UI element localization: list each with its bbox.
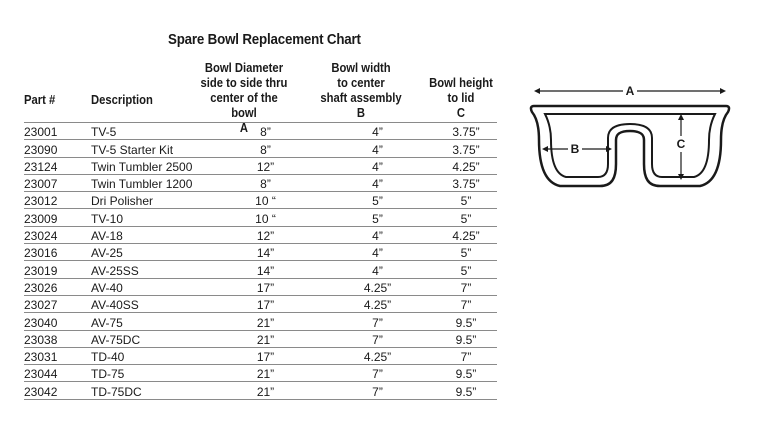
cell-part: 23009 (24, 209, 91, 226)
table-row (24, 382, 497, 399)
cell-b: 4” (320, 226, 435, 243)
cell-description: TD-40 (91, 347, 211, 364)
header-bowl-height (425, 76, 497, 121)
cell-b: 4” (320, 174, 435, 191)
header-line: Bowl height (429, 76, 493, 90)
header-line: center of the bowl (210, 91, 278, 120)
cell-c: 4.25” (435, 157, 497, 174)
cell-a: 14” (211, 244, 320, 261)
cell-part: 23007 (24, 174, 91, 191)
cell-b: 5” (320, 192, 435, 209)
header-part: Part # (24, 93, 56, 107)
cell-part: 23012 (24, 192, 91, 209)
table-row (24, 174, 497, 191)
cell-description: AV-40SS (91, 295, 211, 312)
cell-c: 9.5” (435, 382, 497, 399)
table-row (24, 278, 497, 295)
cell-b: 4” (320, 157, 435, 174)
chart-title: Spare Bowl Replacement Chart (168, 32, 361, 48)
header-line: B (356, 106, 366, 120)
table-row (24, 313, 497, 330)
cell-a: 21” (211, 382, 320, 399)
cell-b: 7” (320, 382, 435, 399)
replacement-table (24, 122, 497, 400)
cell-description: AV-25 (91, 244, 211, 261)
cell-part: 23090 (24, 140, 91, 157)
bowl-diagram-svg (520, 78, 740, 198)
cell-b: 7” (320, 330, 435, 347)
cell-b: 4” (320, 140, 435, 157)
cell-description: AV-75DC (91, 330, 211, 347)
cell-a: 17” (211, 347, 320, 364)
cell-c: 3.75” (435, 174, 497, 191)
cell-description: AV-75 (91, 313, 211, 330)
cell-description: Dri Polisher (91, 192, 211, 209)
table-row (24, 157, 497, 174)
cell-description: AV-18 (91, 226, 211, 243)
cell-description: TV-10 (91, 209, 211, 226)
cell-a: 8” (211, 123, 320, 140)
cell-description: AV-40 (91, 278, 211, 295)
cell-c: 3.75” (435, 140, 497, 157)
cell-c: 5” (435, 209, 497, 226)
cell-a: 10 “ (211, 192, 320, 209)
table-row (24, 226, 497, 243)
cell-a: 21” (211, 313, 320, 330)
dimension-a-arrow-left (534, 88, 540, 94)
cell-description: Twin Tumbler 1200 (91, 174, 211, 191)
cell-description: TD-75DC (91, 382, 211, 399)
table-row (24, 192, 497, 209)
cell-c: 9.5” (435, 330, 497, 347)
cell-b: 4.25” (320, 278, 435, 295)
cell-part: 23042 (24, 382, 91, 399)
cell-part: 23001 (24, 123, 91, 140)
cell-b: 4” (320, 123, 435, 140)
cell-part: 23124 (24, 157, 91, 174)
cell-a: 14” (211, 261, 320, 278)
cell-part: 23016 (24, 244, 91, 261)
cell-b: 4” (320, 261, 435, 278)
cell-c: 7” (435, 347, 497, 364)
cell-a: 8” (211, 140, 320, 157)
cell-c: 5” (435, 192, 497, 209)
cell-part: 23044 (24, 365, 91, 382)
cell-description: TV-5 Starter Kit (91, 140, 211, 157)
cell-c: 4.25” (435, 226, 497, 243)
table-row (24, 330, 497, 347)
cell-c: 5” (435, 261, 497, 278)
cell-b: 4” (320, 244, 435, 261)
dimension-b-arrow-left (542, 146, 548, 152)
cell-c: 9.5” (435, 313, 497, 330)
cell-part: 23024 (24, 226, 91, 243)
cell-c: 5” (435, 244, 497, 261)
header-description: Description (91, 93, 153, 107)
header-line: Bowl Diameter (204, 61, 284, 75)
table-row (24, 347, 497, 364)
cell-part: 23019 (24, 261, 91, 278)
bowl-diagram (520, 78, 740, 203)
cell-b: 7” (320, 365, 435, 382)
header-line: C (456, 106, 466, 120)
cell-a: 17” (211, 295, 320, 312)
cell-a: 10 “ (211, 209, 320, 226)
header-line: to lid (447, 91, 475, 105)
cell-b: 4.25” (320, 347, 435, 364)
cell-a: 12” (211, 226, 320, 243)
cell-part: 23027 (24, 295, 91, 312)
cell-b: 7” (320, 313, 435, 330)
cell-b: 4.25” (320, 295, 435, 312)
cell-c: 9.5” (435, 365, 497, 382)
cell-description: TV-5 (91, 123, 211, 140)
cell-a: 17” (211, 278, 320, 295)
header-bowl-width (316, 61, 406, 121)
dimension-a-arrow-right (720, 88, 726, 94)
cell-part: 23031 (24, 347, 91, 364)
table-row (24, 261, 497, 278)
cell-part: 23026 (24, 278, 91, 295)
table-row (24, 295, 497, 312)
header-line: to center (337, 76, 385, 90)
dimension-b-label: B (570, 142, 580, 156)
table-row (24, 244, 497, 261)
cell-c: 3.75” (435, 123, 497, 140)
cell-c: 7” (435, 295, 497, 312)
header-line: Bowl width (331, 61, 391, 75)
cell-a: 21” (211, 365, 320, 382)
cell-a: 21” (211, 330, 320, 347)
cell-a: 8” (211, 174, 320, 191)
header-line: shaft assembly (320, 91, 402, 105)
dimension-a-label: A (625, 84, 635, 98)
table-row (24, 365, 497, 382)
dimension-c-label: C (676, 137, 686, 151)
table-row (24, 209, 497, 226)
header-line: side to side thru (200, 76, 288, 90)
cell-b: 5” (320, 209, 435, 226)
table-row (24, 123, 497, 140)
cell-description: AV-25SS (91, 261, 211, 278)
cell-description: TD-75 (91, 365, 211, 382)
table-row (24, 140, 497, 157)
cell-c: 7” (435, 278, 497, 295)
header-line: A (239, 121, 249, 135)
cell-part: 23040 (24, 313, 91, 330)
cell-a: 12” (211, 157, 320, 174)
cell-description: Twin Tumbler 2500 (91, 157, 211, 174)
cell-part: 23038 (24, 330, 91, 347)
